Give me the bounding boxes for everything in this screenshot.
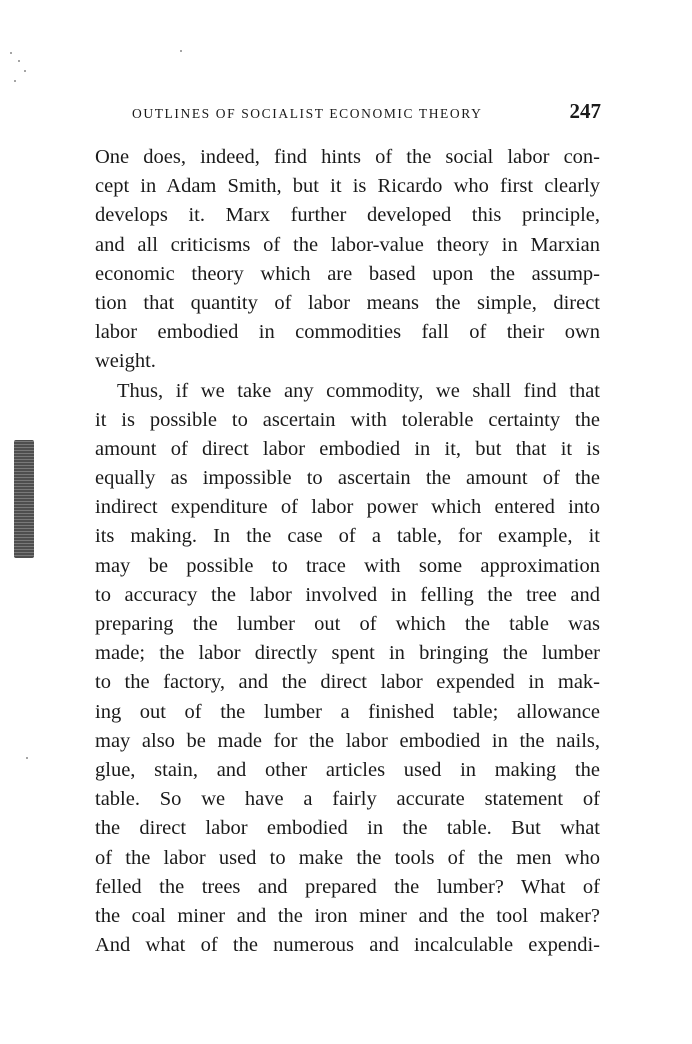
text-line: And what of the numerous and incalculable expendi- — [95, 934, 600, 957]
text-line: amount of direct labor embodied in it, but that it is — [95, 437, 600, 460]
text-line: to the factory, and the direct labor expended in mak- — [95, 671, 600, 694]
text-line: may be possible to trace with some approximation — [95, 554, 600, 577]
text-line: ing out of the lumber a finished table; allowance — [95, 700, 600, 723]
text-line: made; the labor directly spent in bringing the lumber — [95, 642, 600, 665]
text-line: equally as impossible to ascertain the amount of the — [95, 467, 600, 490]
text-line: labor embodied in commodities fall of their own — [95, 321, 600, 344]
text-line: of the labor used to make the tools of the men who — [95, 846, 600, 869]
body-text — [95, 143, 600, 960]
text-line: tion that quantity of labor means the simple, direct — [95, 291, 600, 314]
paragraph-1 — [95, 143, 600, 377]
page-number: 247 — [569, 99, 601, 123]
text-line: felled the trees and prepared the lumber? What of — [95, 875, 600, 898]
running-head — [96, 99, 601, 127]
text-line: Thus, if we take any commodity, we shall find that — [117, 379, 600, 402]
text-line: to accuracy the labor involved in felling the tree and — [95, 583, 600, 606]
text-line: its making. In the case of a table, for example, it — [95, 525, 600, 548]
scan-speck — [14, 80, 16, 82]
text-line: economic theory which are based upon the assump- — [95, 262, 600, 285]
text-line: it is possible to ascertain with tolerable certainty the — [95, 408, 600, 431]
text-line: the coal miner and the iron miner and the tool maker? — [95, 904, 600, 927]
text-line: weight. — [95, 350, 156, 373]
scan-speck — [24, 70, 26, 72]
text-line: may also be made for the labor embodied in the nails, — [95, 729, 600, 752]
scan-speck — [26, 757, 28, 759]
text-line: preparing the lumber out of which the table was — [95, 613, 600, 635]
paragraph-2 — [95, 377, 600, 961]
binding-edge-mark — [14, 440, 34, 558]
text-line: the direct labor embodied in the table. But what — [95, 817, 600, 840]
scan-speck — [18, 60, 20, 62]
text-line: indirect expenditure of labor power which entered into — [95, 496, 600, 519]
text-line: and all criticisms of the labor-value theory in Marxian — [95, 233, 600, 256]
text-line: glue, stain, and other articles used in making the — [95, 758, 600, 781]
text-line: table. So we have a fairly accurate statement of — [95, 788, 600, 811]
text-line: cept in Adam Smith, but it is Ricardo who first clearly — [95, 175, 600, 198]
running-head-title: OUTLINES OF SOCIALIST ECONOMIC THEORY — [132, 106, 483, 121]
text-line: develops it. Marx further developed this principle, — [95, 204, 600, 227]
text-line: One does, indeed, find hints of the social labor con- — [95, 146, 600, 168]
scan-speck — [180, 50, 182, 52]
scan-speck — [10, 52, 12, 54]
